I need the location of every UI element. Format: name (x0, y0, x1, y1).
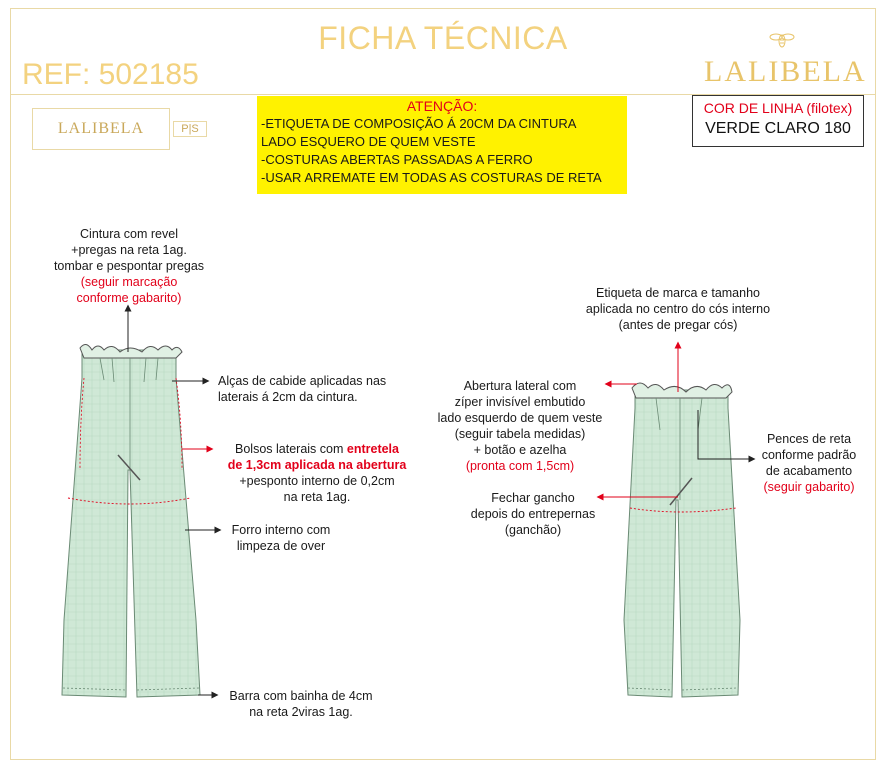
brand-label-note (566, 285, 790, 333)
note-line: Alças de cabide aplicadas nas (218, 374, 387, 388)
note-line: +pregas na reta 1ag. (71, 243, 187, 257)
note-line: (seguir tabela medidas) (454, 427, 586, 441)
note-line: conforme padrão (761, 448, 857, 462)
attention-line: LADO ESQUERO DE QUEM VESTE (261, 134, 476, 149)
note-line: na reta 1ag. (283, 490, 351, 504)
loops-note (218, 373, 386, 405)
note-line: aplicada no centro do cós interno (585, 302, 771, 316)
brand-logo: LALIBELA (704, 55, 867, 88)
attention-line: -ETIQUETA DE COMPOSIÇÃO Á 20CM DA CINTURA (261, 116, 577, 131)
zipper-note (436, 378, 604, 474)
note-line: Pences de reta (766, 432, 852, 446)
note-emphasis: entretela (346, 442, 399, 456)
darts-note (752, 431, 866, 495)
attention-line: -COSTURAS ABERTAS PASSADAS A FERRO (261, 152, 533, 167)
pockets-note (214, 441, 420, 505)
note-line: (seguir gabarito) (763, 480, 855, 494)
note-line: Barra com bainha de 4cm (229, 689, 373, 703)
note-line: limpeza de over (236, 539, 326, 553)
note-line: de acabamento (765, 464, 853, 478)
hook-note (470, 490, 596, 538)
hem-note (218, 688, 384, 720)
note-line: Fechar gancho (491, 491, 575, 505)
note-line: +pesponto interno de 0,2cm (239, 474, 395, 488)
note-line: Abertura lateral com (463, 379, 577, 393)
attention-line: -USAR ARREMATE EM TODAS AS COSTURAS DE RETA (261, 170, 602, 185)
note-line: lado esquerdo de quem veste (437, 411, 603, 425)
note-line: (pronta com 1,5cm) (465, 459, 575, 473)
thread-color-value: VERDE CLARO 180 (705, 120, 851, 137)
note-line: Forro interno com (231, 523, 331, 537)
lining-note (222, 522, 340, 554)
back-pants-drawing (624, 383, 740, 697)
note-line: na reta 2viras 1ag. (249, 705, 353, 719)
attention-heading: ATENÇÃO: (406, 98, 478, 114)
note-line: Cintura com revel (80, 227, 178, 241)
note-line: zíper invisível embutido (454, 395, 586, 409)
note-line: de 1,3cm aplicada na abertura (227, 458, 407, 472)
thread-color-label: COR DE LINHA (filotex) (703, 100, 853, 116)
note-line: Etiqueta de marca e tamanho (596, 286, 760, 300)
note-line: laterais á 2cm da cintura. (218, 390, 358, 404)
front-pants-drawing (62, 344, 200, 697)
note-line: conforme gabarito) (76, 291, 182, 305)
note-line: (ganchão) (504, 523, 562, 537)
waist-note (36, 226, 222, 306)
brand-label-box: LALIBELA (32, 108, 170, 150)
note-line: + botão e azelha (473, 443, 567, 457)
reference-code: REF: 502185 (22, 58, 199, 91)
note-line: tombar e pespontar pregas (53, 259, 205, 273)
note-text: Bolsos laterais com (235, 442, 347, 456)
note-line (214, 441, 420, 457)
note-line: depois do entrepernas (470, 507, 596, 521)
note-line: (seguir marcação (80, 275, 178, 289)
size-label-box: P|S (173, 121, 207, 137)
page-title: FICHA TÉCNICA (318, 20, 568, 56)
note-line: (antes de pregar cós) (618, 318, 738, 332)
